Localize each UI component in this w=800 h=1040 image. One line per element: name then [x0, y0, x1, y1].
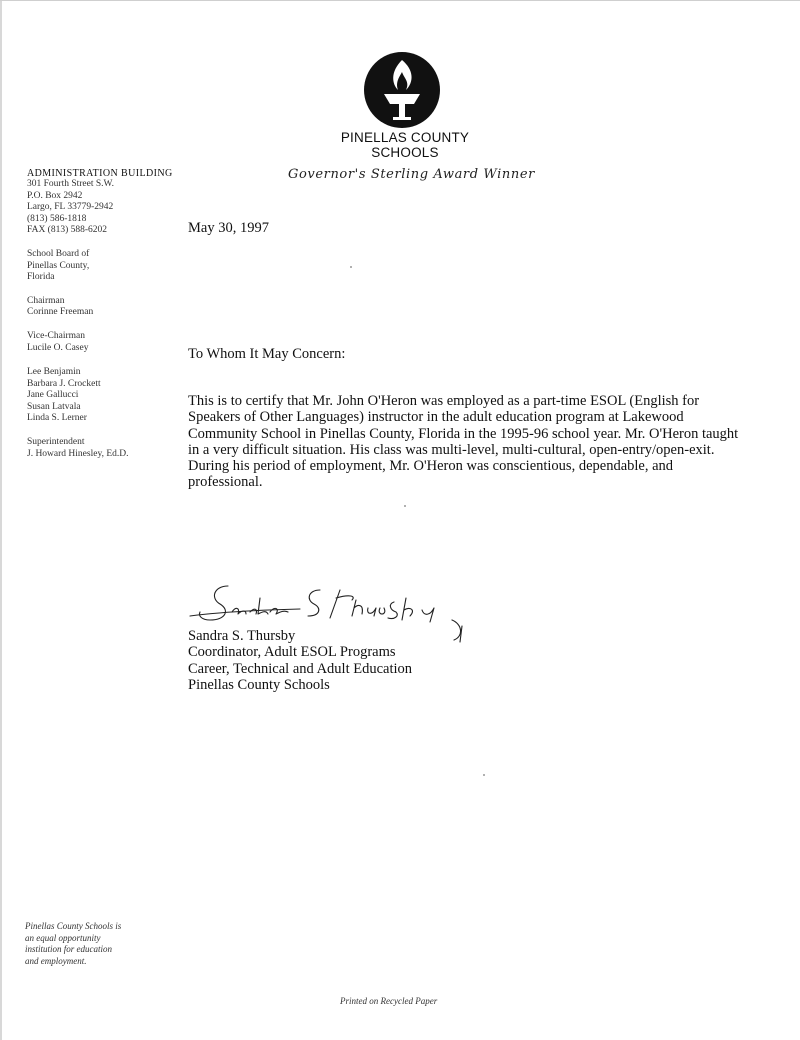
board-member: Barbara J. Crockett [27, 378, 101, 389]
scan-speck [350, 266, 352, 268]
phone-line: (813) 586-1818 [27, 213, 87, 224]
superintendent-group [27, 437, 192, 460]
equal-opportunity-statement [25, 921, 121, 967]
board-group [27, 249, 192, 283]
board-member: Linda S. Lerner [27, 412, 87, 423]
vice-chairman-name: Lucile O. Casey [27, 342, 89, 353]
letter-body: This is to certify that Mr. John O'Heron was employed as a part-time ESOL (English for Speakers of Other Languages) instructor in the adult education program at Lakewood Community School in Pinellas County, Florida in the 1995-96 school year. Mr. O'Heron taught in a very difficult situation. His class was multi-level, multi-cultural, open-entry/open-exit. During his period of employment, Mr. O'Heron was conscientious, dependable, and professional. [188, 393, 739, 491]
sidebar-heading: ADMINISTRATION BUILDING [27, 168, 173, 179]
scan-edge [0, 0, 2, 1040]
scan-speck [483, 774, 485, 776]
fax-line: FAX (813) 588-6202 [27, 225, 108, 236]
board-line: Florida [27, 272, 55, 283]
organization-name [300, 130, 510, 160]
board-member: Susan Latvala [27, 401, 81, 412]
chairman-group [27, 296, 192, 319]
signer-department: Career, Technical and Adult Education [188, 660, 413, 677]
eeo-line: and employment. [25, 955, 87, 966]
letter-date: May 30, 1997 [188, 220, 269, 236]
eeo-line: institution for education [25, 944, 112, 954]
chairman-name: Corinne Freeman [27, 307, 94, 318]
recycled-paper-note: Printed on Recycled Paper [340, 996, 438, 1006]
signer-title: Coordinator, Adult ESOL Programs [188, 644, 396, 661]
torch-logo-icon [362, 50, 442, 130]
signer-name: Sandra S. Thursby [188, 628, 296, 644]
signature-block [188, 628, 412, 693]
chairman-title: Chairman [27, 295, 65, 306]
vice-chairman-group [27, 331, 192, 354]
address-line: P.O. Box 2942 [27, 190, 83, 201]
superintendent-title: Superintendent [27, 437, 85, 448]
superintendent-name: J. Howard Hinesley, Ed.D. [27, 448, 129, 459]
scan-top-edge [0, 0, 800, 1]
board-line: Pinellas County, [27, 260, 90, 271]
address-line: Largo, FL 33779-2942 [27, 202, 114, 213]
letterhead-sidebar [27, 168, 192, 460]
signer-organization: Pinellas County Schools [188, 676, 330, 693]
eeo-line: an equal opportunity [25, 932, 101, 943]
eeo-line: Pinellas County Schools is [25, 921, 122, 931]
vice-chairman-title: Vice-Chairman [27, 331, 85, 342]
salutation: To Whom It May Concern: [188, 346, 346, 362]
board-line: School Board of [27, 249, 90, 260]
board-member: Lee Benjamin [27, 367, 81, 378]
org-name-line2: SCHOOLS [371, 145, 439, 160]
board-member: Jane Gallucci [27, 390, 79, 401]
members-group [27, 367, 192, 424]
award-tagline: Governor's Sterling Award Winner [288, 167, 535, 182]
org-name-line1: PINELLAS COUNTY [340, 130, 470, 145]
scan-speck [404, 505, 406, 507]
address-line: 301 Fourth Street S.W. [27, 179, 114, 190]
